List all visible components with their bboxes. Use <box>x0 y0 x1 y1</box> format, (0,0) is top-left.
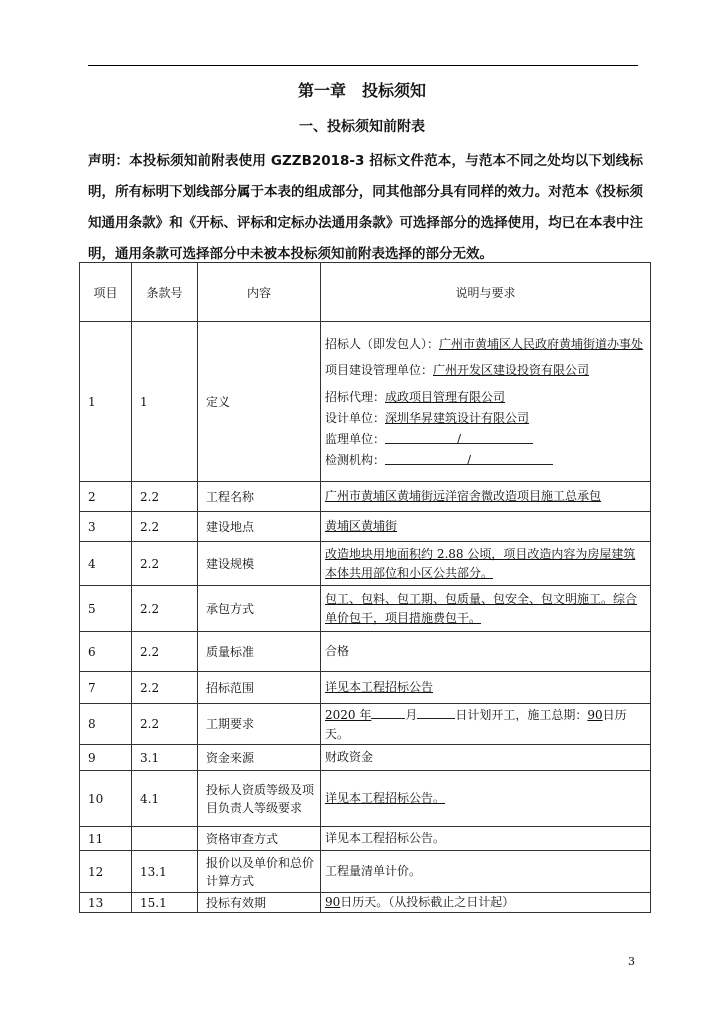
tenderer-line <box>325 332 646 356</box>
header-rule <box>88 65 638 66</box>
table-row <box>80 322 651 482</box>
duration-days: 90 <box>587 708 603 722</box>
validity-days: 90 <box>325 895 341 909</box>
table-row <box>80 893 651 913</box>
row-content: 定义 <box>198 322 321 482</box>
day-blank <box>417 704 455 719</box>
row-content: 资格审查方式 <box>198 827 321 851</box>
day-label: 日计划开工，施工总期： <box>455 708 588 722</box>
tenderer-value: 广州市黄埔区人民政府黄埔街道办事处 <box>439 337 644 351</box>
duration-tail: 日历天。 <box>325 708 627 741</box>
table-row <box>80 632 651 672</box>
agent-value: 成政项目管理有限公司 <box>385 390 506 404</box>
table-row <box>80 827 651 851</box>
definition-cell <box>321 322 651 482</box>
table-row <box>80 704 651 745</box>
row-content: 工期要求 <box>198 704 321 745</box>
row-clause: 2.2 <box>132 542 198 586</box>
page-number: 3 <box>628 955 635 968</box>
supervision-blank <box>385 429 533 444</box>
row-no: 6 <box>80 632 132 672</box>
row-clause: 4.1 <box>132 771 198 827</box>
supervision-value: / <box>456 432 462 446</box>
row-content: 资金来源 <box>198 745 321 771</box>
row-description: 详见本工程招标公告。 <box>321 827 651 851</box>
pm-label: 项目建设管理单位： <box>325 363 434 377</box>
start-year: 2020 年 <box>325 708 372 722</box>
row-description: 合格 <box>321 632 651 672</box>
row-description: 详见本工程招标公告。 <box>321 771 651 827</box>
design-value: 深圳华昇建筑设计有限公司 <box>385 411 530 425</box>
table-row <box>80 542 651 586</box>
testing-value: / <box>466 453 472 467</box>
testing-blank <box>385 450 553 465</box>
row-content: 建设规模 <box>198 542 321 586</box>
table-row <box>80 851 651 893</box>
row-no: 3 <box>80 512 132 542</box>
row-clause: 13.1 <box>132 851 198 893</box>
testing-line <box>325 450 646 471</box>
row-description: 广州市黄埔区黄埔街远洋宿舍微改造项目施工总承包 <box>321 482 651 512</box>
table-header-row <box>80 263 651 322</box>
row-no: 11 <box>80 827 132 851</box>
design-label: 设计单位： <box>325 411 386 425</box>
testing-label: 检测机构： <box>325 453 386 467</box>
supervision-label: 监理单位： <box>325 432 386 446</box>
design-line <box>325 408 646 429</box>
row-content: 工程名称 <box>198 482 321 512</box>
header-description: 说明与要求 <box>321 263 651 322</box>
row-content: 承包方式 <box>198 586 321 632</box>
table-row <box>80 512 651 542</box>
tenderer-label: 招标人（即发包人）： <box>325 337 440 351</box>
row-clause: 3.1 <box>132 745 198 771</box>
row-no: 5 <box>80 586 132 632</box>
row-no: 10 <box>80 771 132 827</box>
header-item: 项目 <box>80 263 132 322</box>
row-no: 2 <box>80 482 132 512</box>
declaration-paragraph: 声明：本投标须知前附表使用 GZZB2018-3 招标文件范本，与范本不同之处均以下划线标明，所有标明下划线部分属于本表的组成部分，同其他部分具有同样的效力。对范本《投标须知通用条款》和《开标、评标和定标办法通用条款》可选择部分的选择使用，均已在本表中注明，通用条款可选择部分中未被本投标须知前附表选择的部分无效。 <box>88 153 643 262</box>
row-clause: 1 <box>132 322 198 482</box>
row-clause <box>132 827 198 851</box>
row-no: 12 <box>80 851 132 893</box>
row-no: 7 <box>80 672 132 704</box>
row-description: 改造地块用地面积约 2.88 公顷，项目改造内容为房屋建筑本体共用部位和小区公共部分。 <box>321 542 651 586</box>
row-no: 8 <box>80 704 132 745</box>
row-clause: 2.2 <box>132 586 198 632</box>
row-clause: 15.1 <box>132 893 198 913</box>
pm-line <box>325 360 646 381</box>
row-description: 工程量清单计价。 <box>321 851 651 893</box>
month-blank <box>371 704 405 719</box>
agent-line <box>325 387 646 408</box>
row-content: 质量标准 <box>198 632 321 672</box>
month-label: 月 <box>405 708 418 722</box>
table-row <box>80 771 651 827</box>
row-description: 财政资金 <box>321 745 651 771</box>
row-clause: 2.2 <box>132 632 198 672</box>
row-content: 建设地点 <box>198 512 321 542</box>
row-content: 招标范围 <box>198 672 321 704</box>
row-description: 详见本工程招标公告 <box>321 672 651 704</box>
table-row <box>80 482 651 512</box>
row-clause: 2.2 <box>132 704 198 745</box>
row-no: 1 <box>80 322 132 482</box>
table-row <box>80 745 651 771</box>
pm-value: 广州开发区建设投资有限公司 <box>433 363 590 377</box>
row-content: 投标有效期 <box>198 893 321 913</box>
agent-label: 招标代理： <box>325 390 386 404</box>
row-no: 13 <box>80 893 132 913</box>
row-no: 4 <box>80 542 132 586</box>
row-content: 报价以及单价和总价计算方式 <box>198 851 321 893</box>
row-content: 投标人资质等级及项目负责人等级要求 <box>198 771 321 827</box>
table-row <box>80 586 651 632</box>
validity-tail: 日历天。（从投标截止之日计起） <box>340 895 515 909</box>
row-description <box>321 893 651 913</box>
row-description: 黄埔区黄埔街 <box>321 512 651 542</box>
row-clause: 2.2 <box>132 672 198 704</box>
chapter-title: 第一章 投标须知 <box>297 81 426 100</box>
row-no: 9 <box>80 745 132 771</box>
row-clause: 2.2 <box>132 482 198 512</box>
supervision-line <box>325 429 646 450</box>
section-title: 一、投标须知前附表 <box>299 119 425 135</box>
row-description: 包工、包料、包工期、包质量、包安全、包文明施工。综合单价包干，项目措施费包干。 <box>321 586 651 632</box>
header-content: 内容 <box>198 263 321 322</box>
tender-notice-table <box>79 262 651 913</box>
header-clause: 条款号 <box>132 263 198 322</box>
row-clause: 2.2 <box>132 512 198 542</box>
row-description <box>321 704 651 745</box>
table-row <box>80 672 651 704</box>
